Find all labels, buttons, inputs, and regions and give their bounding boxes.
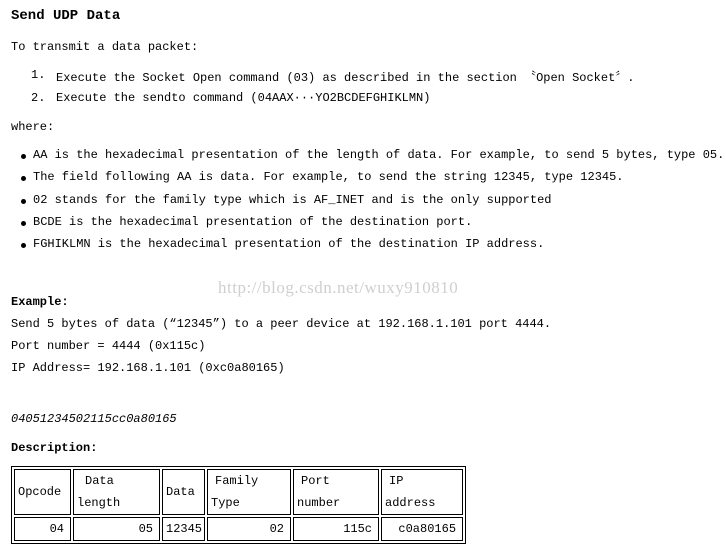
table-cell: 12345 <box>162 517 205 541</box>
page-title: Send UDP Data <box>11 8 121 24</box>
table-cell: 04 <box>14 517 71 541</box>
example-line: IP Address= 192.168.1.101 (0xc0a80165) <box>11 361 285 375</box>
step-text: Execute the Socket Open command (03) as described in the section 〝Open Socket〞. <box>56 71 635 85</box>
table-header-cell <box>162 469 205 515</box>
table-header-cell <box>73 469 160 515</box>
table-header-cell <box>381 469 463 515</box>
bullet-dot-icon <box>21 154 26 159</box>
example-code: 04051234502115cc0a80165 <box>11 412 177 426</box>
step-number: 2. <box>31 91 46 105</box>
header-line: length <box>77 496 121 510</box>
step-text: Execute the sendto command (04AAX···YO2BCDEFGHIKLMN) <box>56 91 431 105</box>
example-line: Send 5 bytes of data (“12345”) to a peer device at 192.168.1.101 port 4444. <box>11 317 552 331</box>
where-label: where: <box>11 120 55 134</box>
header-line: Family <box>215 474 259 488</box>
header-line: IP <box>389 474 404 488</box>
header-line: Data <box>85 474 114 488</box>
table-header-cell <box>14 469 71 515</box>
header-line: Port <box>301 474 330 488</box>
description-label: Description: <box>11 441 98 455</box>
table-row <box>14 517 463 541</box>
bullet-item: FGHIKLMN is the hexadecimal presentation of the destination IP address. <box>33 237 545 251</box>
bullet-dot-icon <box>21 199 26 204</box>
intro-text: To transmit a data packet: <box>11 40 199 54</box>
bullet-dot-icon <box>21 176 26 181</box>
bullet-item: BCDE is the hexadecimal presentation of the destination port. <box>33 215 473 229</box>
table-header-cell <box>293 469 379 515</box>
description-table <box>11 466 466 544</box>
table-cell: 05 <box>73 517 160 541</box>
step-number: 1. <box>31 68 46 82</box>
example-label: Example: <box>11 295 69 309</box>
bullet-item: AA is the hexadecimal presentation of the length of data. For example, to send 5 bytes, type 05. <box>33 148 725 162</box>
bullet-item: 02 stands for the family type which is AF_INET and is the only supported <box>33 193 552 207</box>
table-cell: 02 <box>207 517 291 541</box>
example-line: Port number = 4444 (0x115c) <box>11 339 206 353</box>
table-cell: c0a80165 <box>381 517 463 541</box>
header-line: Data <box>166 485 195 499</box>
table-header-cell <box>207 469 291 515</box>
header-line: address <box>385 496 436 510</box>
table-header-row <box>14 469 463 515</box>
header-line: number <box>297 496 341 510</box>
table-cell: 115c <box>293 517 379 541</box>
header-line: Type <box>211 496 240 510</box>
bullet-dot-icon <box>21 243 26 248</box>
bullet-item: The field following AA is data. For example, to send the string 12345, type 12345. <box>33 170 624 184</box>
bullet-dot-icon <box>21 221 26 226</box>
watermark: http://blog.csdn.net/wuxy910810 <box>218 278 459 297</box>
header-line: Opcode <box>18 485 62 499</box>
